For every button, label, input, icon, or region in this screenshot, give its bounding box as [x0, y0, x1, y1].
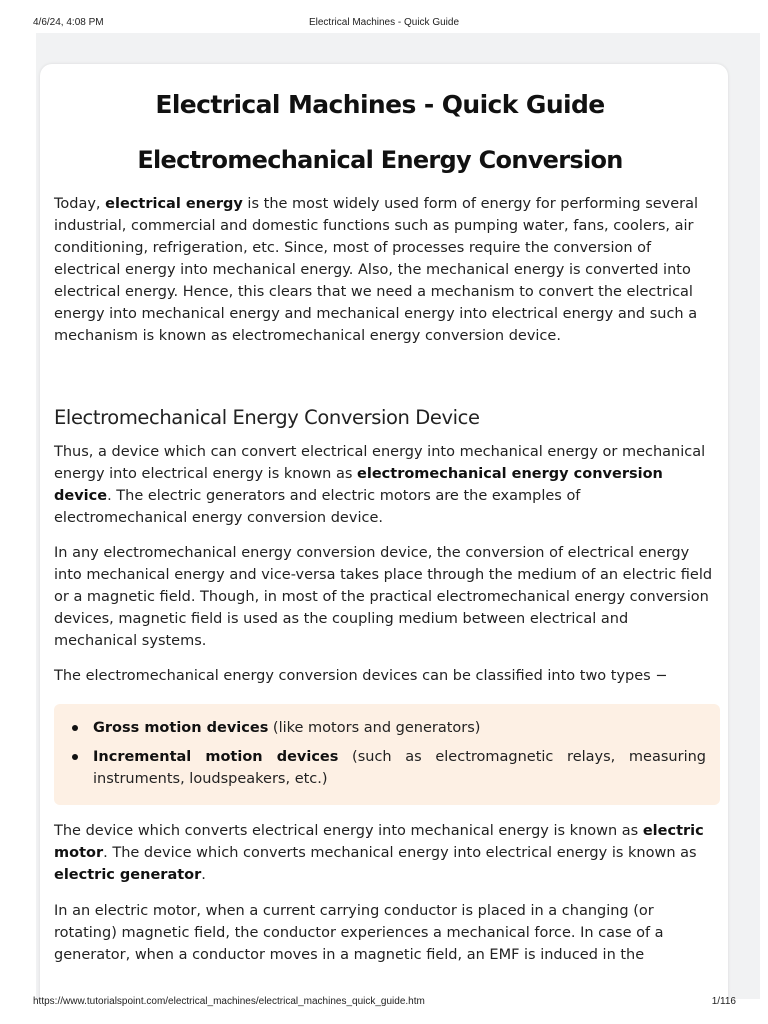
page-background — [36, 33, 760, 999]
intro-paragraph: Today, electrical energy is the most widely used form of energy for performing several industrial, commercial and domestic functions such as pumping water, fans, coolers, air conditioning, refrigeration, etc. Since, most of processes require the conversion of electrical energy into mechanical energy. Also, the mechanical energy is converted into electrical energy. Hence, this clears that we need a mechanism to convert the electrical energy into mechanical energy and mechanical energy into electrical energy and such a mechanism is known as electromechanical energy conversion device. — [54, 196, 699, 344]
print-datetime: 4/6/24, 4:08 PM — [33, 17, 104, 28]
coupling-medium-paragraph: In any electromechanical energy conversion device, the conversion of electrical energy into mechanical energy and vice-versa takes place through the medium of an electric field or a magnetic field. Though, in most of the practical electromechanical energy conversion devices, magnetic field is used as the coupling medium between electrical and mechanical systems. — [54, 545, 713, 649]
list-item: Gross motion devices (like motors and generators) — [70, 717, 706, 739]
subheading-conversion-device: Electromechanical Energy Conversion Device — [54, 406, 480, 429]
bold-term-electric-generator: electric generator — [54, 867, 202, 883]
page-title: Electrical Machines - Quick Guide — [155, 90, 605, 119]
bold-term-electrical-energy: electrical energy — [105, 196, 243, 212]
types-list — [70, 717, 706, 797]
bold-term-conversion-device: electromechanical energy conversion device — [54, 466, 663, 504]
types-intro-paragraph: The electromechanical energy conversion devices can be classified into two types − — [54, 668, 668, 684]
print-doc-title: Electrical Machines - Quick Guide — [308, 17, 460, 28]
list-item: Incremental motion devices (such as electromagnetic relays, measuring instruments, loudspeakers, etc.) — [70, 746, 706, 790]
device-definition-paragraph: Thus, a device which can convert electrical energy into mechanical energy or mechanical energy into electrical energy is known as electromechanical energy conversion device. The electric generators and electric motors are the examples of electromechanical energy conversion device. — [54, 444, 706, 526]
mechanical-force-paragraph: In an electric motor, when a current carrying conductor is placed in a changing (or rotating) magnetic field, the conductor experiences a mechanical force. In case of a generator, when a conductor moves in a magnetic field, an EMF is induced in the — [54, 903, 664, 963]
section-title: Electromechanical Energy Conversion — [137, 146, 623, 174]
print-header — [0, 0, 768, 32]
bold-term-electric-motor: electric motor — [54, 823, 704, 861]
page-number: 1/116 — [711, 996, 736, 1007]
motor-generator-paragraph: The device which converts electrical energy into mechanical energy is known as electric motor. The device which converts mechanical energy into electrical energy is known as electric generator. — [54, 823, 704, 883]
page-url: https://www.tutorialspoint.com/electrical_machines/electrical_machines_quick_guide.htm — [33, 996, 425, 1007]
types-callout-box — [54, 704, 720, 805]
print-footer — [0, 994, 768, 1024]
article-card — [40, 64, 728, 999]
